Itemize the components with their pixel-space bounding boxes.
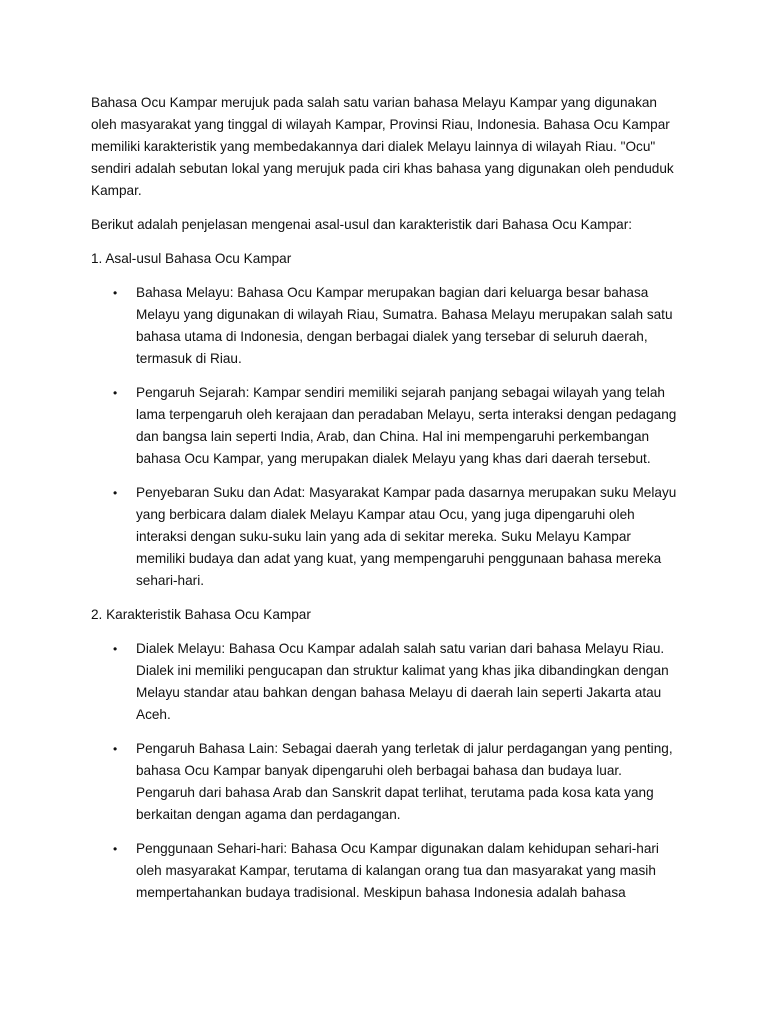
intro-paragraph: Bahasa Ocu Kampar merujuk pada salah satu varian bahasa Melayu Kampar yang digunakan oleh masyarakat yang tinggal di wilayah Kampar, Provinsi Riau, Indonesia. Bahasa Ocu Kampar memiliki karakteristik yang membedakannya dari dialek Melayu lainnya di wilayah Riau. "Ocu" sendiri adalah sebutan lokal yang merujuk pada ciri khas bahasa yang digunakan oleh penduduk Kampar. [91, 95, 674, 198]
bullet-icon: • [113, 842, 118, 856]
bullet-list-origin [91, 282, 681, 592]
list-item [91, 638, 681, 726]
list-item-text: Bahasa Melayu: Bahasa Ocu Kampar merupakan bagian dari keluarga besar bahasa Melayu yang digunakan di wilayah Riau, Sumatra. Bahasa Melayu merupakan salah satu bahasa utama di Indonesia, dengan berbagai dialek yang tersebar di seluruh daerah, termasuk di Riau. [136, 285, 673, 366]
list-item [91, 738, 681, 826]
document-body [91, 92, 681, 916]
bullet-icon: • [113, 286, 118, 300]
list-item-text: Dialek Melayu: Bahasa Ocu Kampar adalah salah satu varian dari bahasa Melayu Riau. Dialek ini memiliki pengucapan dan struktur kalimat yang khas jika dibandingkan dengan Melayu standar atau bahkan dengan bahasa Melayu di daerah lain seperti Jakarta atau Aceh. [136, 641, 669, 722]
bullet-icon: • [113, 642, 118, 656]
section-heading-characteristics: 2. Karakteristik Bahasa Ocu Kampar [91, 607, 311, 622]
list-item [91, 482, 681, 592]
bullet-icon: • [113, 742, 118, 756]
section-heading-origin: 1. Asal-usul Bahasa Ocu Kampar [91, 251, 292, 266]
lead-paragraph: Berikut adalah penjelasan mengenai asal-usul dan karakteristik dari Bahasa Ocu Kampar: [91, 217, 633, 232]
list-item-text: Pengaruh Bahasa Lain: Sebagai daerah yang terletak di jalur perdagangan yang penting, bahasa Ocu Kampar banyak dipengaruhi oleh berbagai bahasa dan budaya luar. Pengaruh dari bahasa Arab dan Sanskrit dapat terlihat, terutama pada kosa kata yang berkaitan dengan agama dan perdagangan. [136, 741, 673, 822]
bullet-icon: • [113, 386, 118, 400]
list-item [91, 282, 681, 370]
list-item [91, 382, 681, 470]
bullet-list-characteristics [91, 638, 681, 904]
bullet-icon: • [113, 486, 118, 500]
list-item-text: Penggunaan Sehari-hari: Bahasa Ocu Kampar digunakan dalam kehidupan sehari-hari oleh masyarakat Kampar, terutama di kalangan orang tua dan masyarakat yang masih mempertahankan budaya tradisional. Meskipun bahasa Indonesia adalah bahasa [136, 841, 659, 900]
list-item-text: Pengaruh Sejarah: Kampar sendiri memiliki sejarah panjang sebagai wilayah yang telah lama terpengaruh oleh kerajaan dan peradaban Melayu, serta interaksi dengan pedagang dan bangsa lain seperti India, Arab, dan China. Hal ini mempengaruhi perkembangan bahasa Ocu Kampar, yang merupakan dialek Melayu yang khas dari daerah tersebut. [136, 385, 677, 466]
list-item [91, 838, 681, 904]
list-item-text: Penyebaran Suku dan Adat: Masyarakat Kampar pada dasarnya merupakan suku Melayu yang berbicara dalam dialek Melayu Kampar atau Ocu, yang juga dipengaruhi oleh interaksi dengan suku-suku lain yang ada di sekitar mereka. Suku Melayu Kampar memiliki budaya dan adat yang kuat, yang mempengaruhi penggunaan bahasa mereka sehari-hari. [136, 485, 677, 588]
